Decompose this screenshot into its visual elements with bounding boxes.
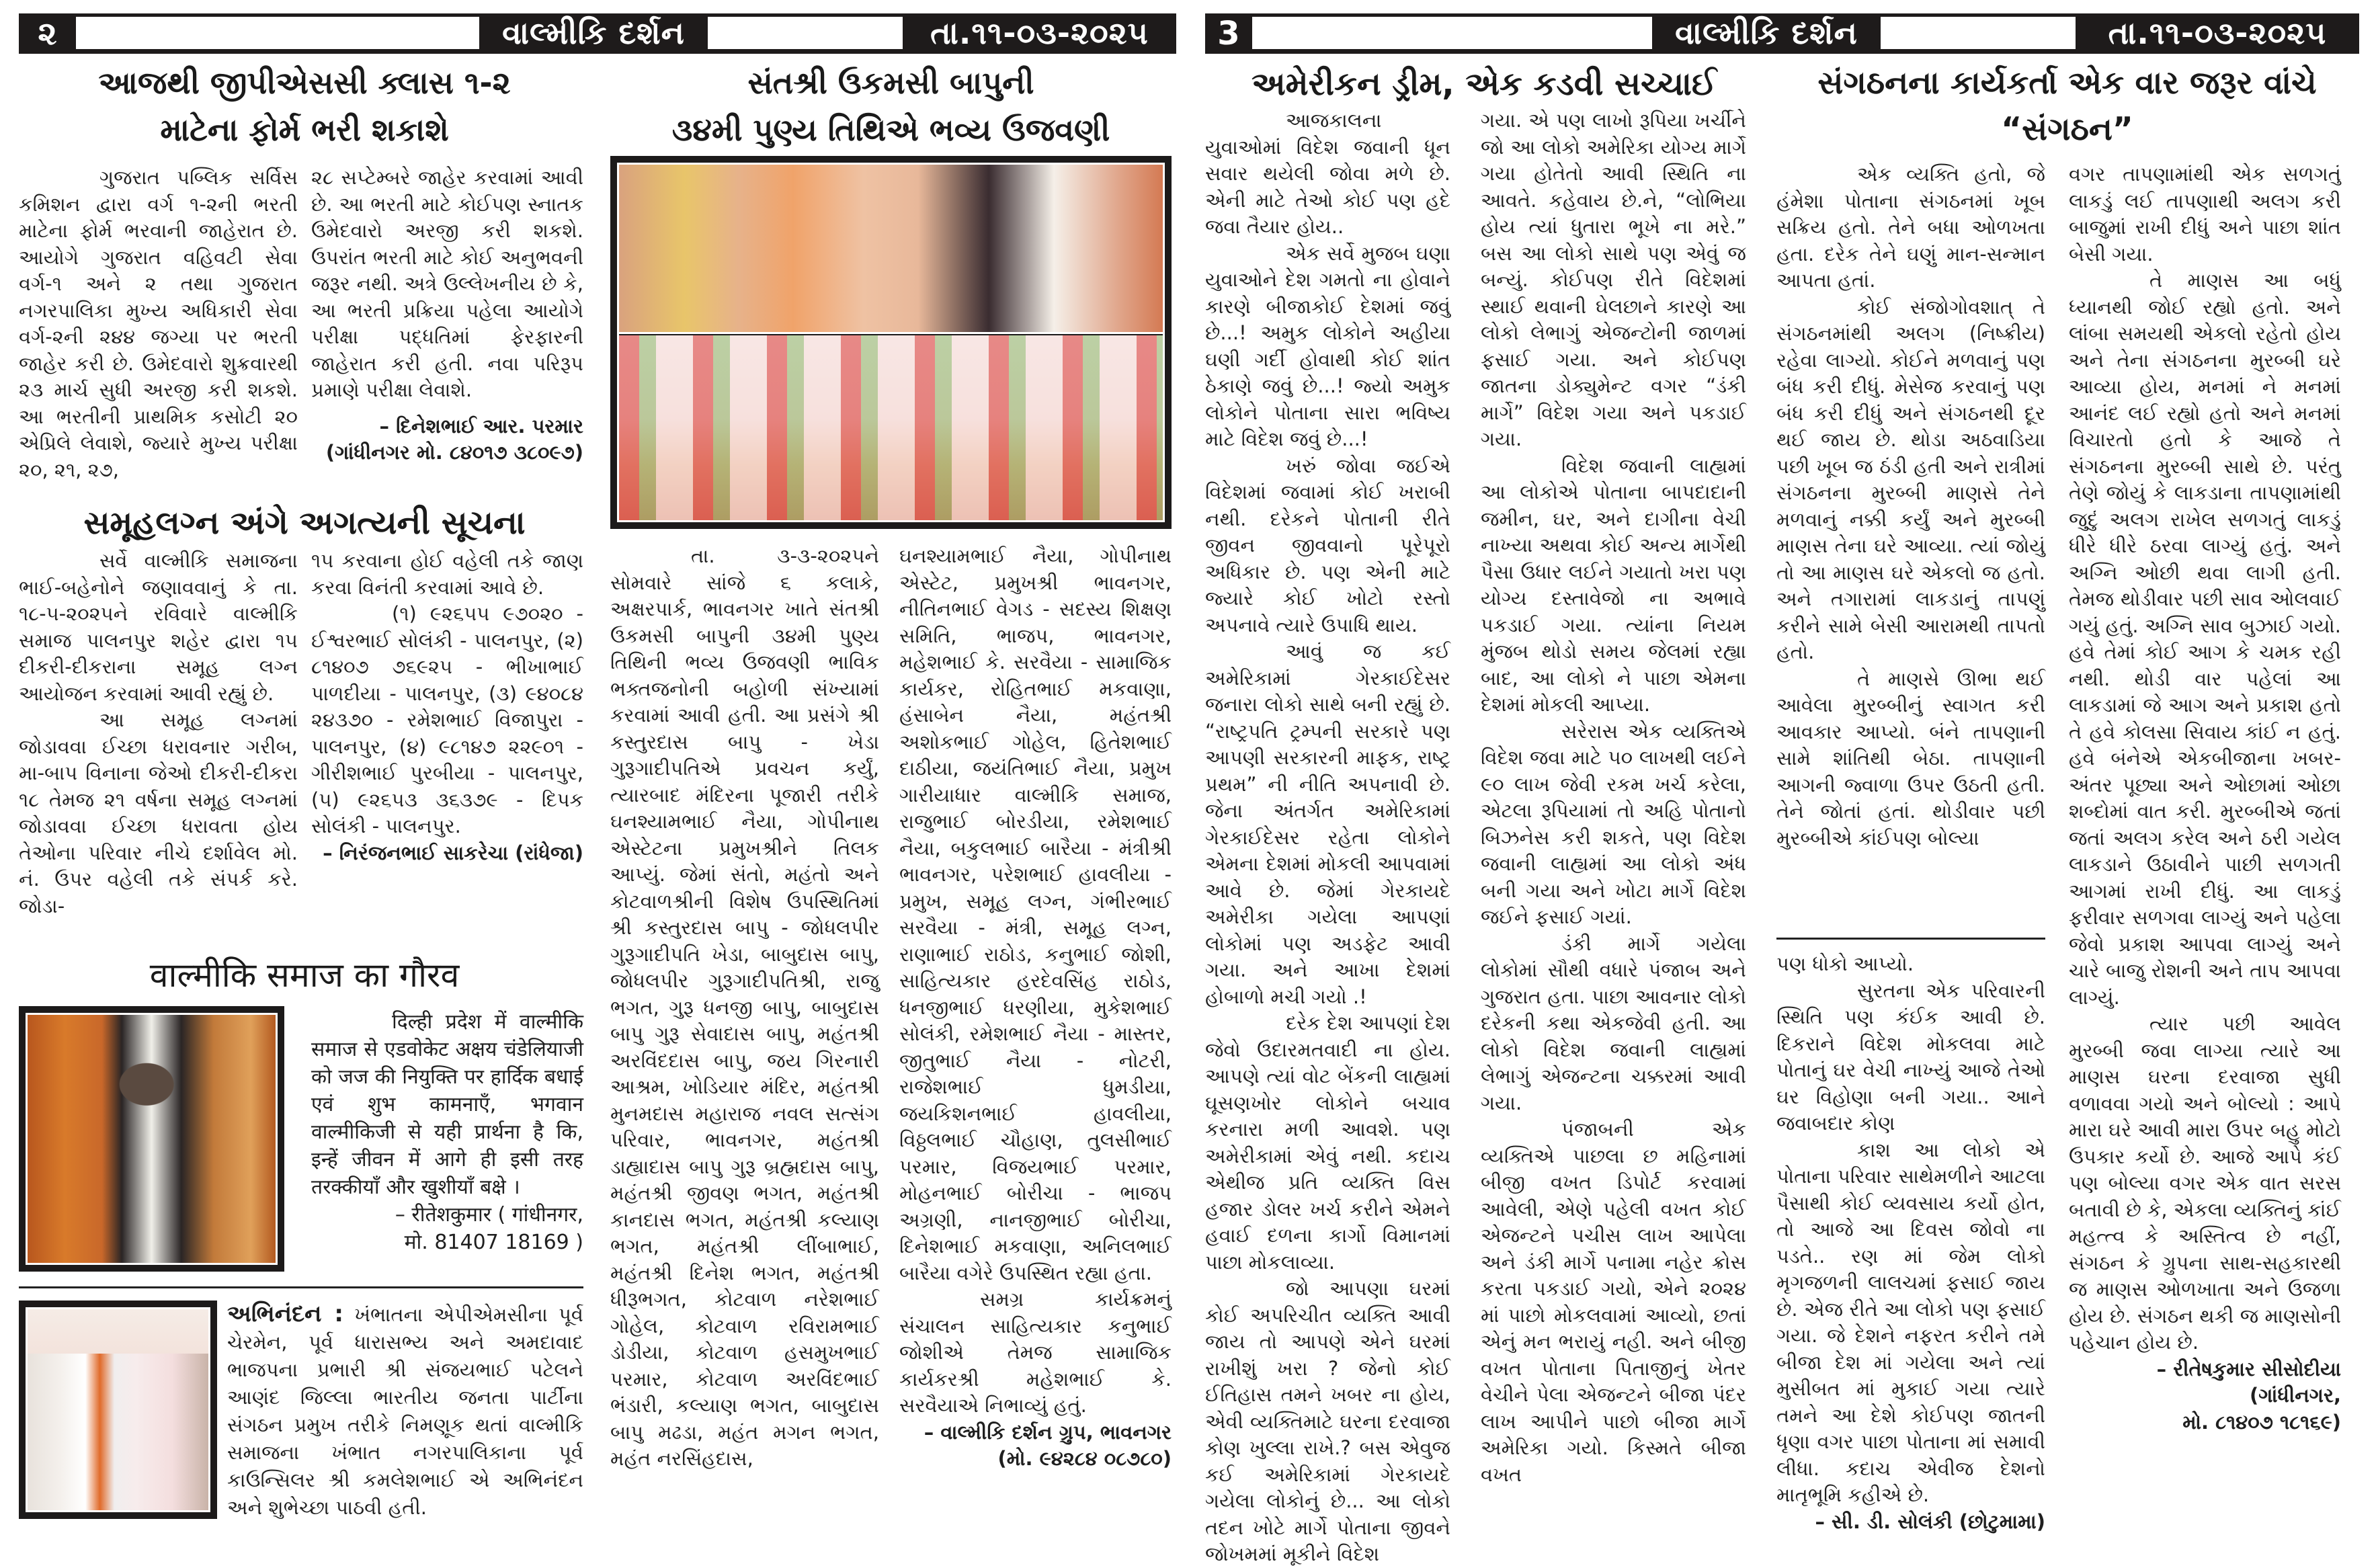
contact-list: (૧) ૯૨૬૫૫ ૯૭૦૨૦ - ઈશ્વરભાઈ સોલંકી - પાલનપુર, (૨) ૮૧૪૦૭ ૭૬૯૨૫ - ભીખાભાઈ પાળદીયા - પાલનપુર, (૩) ૯૪૦૮૪ ૨૪૩૭૦ - રમેશભાઈ વિજાપુરા - પાલનપુર, (૪) ૯૮૧૪૭ ૨૨૯૦૧ - ગીરીશભાઈ પુરબીયા - પાલનપુર, (૫) ૯૨૬૫૩ ૩૬૩૭૯ - દિપક સોલંકી - પાલનપુર.	[311, 602, 583, 837]
article-text: આ સમૂહ લગ્નમાં જોડાવવા ઈચ્છા ધરાવનાર ગરીબ, મા-બાપ વિનાના જેઓ દીકરી-દીકરા ૧૮ તેમજ ૨૧ વર્ષના સમૂહ લગ્નમાં જોડાવવા ઈચ્છા ધરાવતા હોય તેઓના પરિવાર નીચે દર્શાવેલ મો. નં. ઉપર વહેલી તકે સંપર્ક કરે. જોડા-	[19, 708, 298, 917]
masthead-ad-slot	[1252, 17, 1652, 49]
article-byline: – દિનેશભાઈ આર. પરમાર	[379, 414, 583, 438]
byline-contact: (મો. ૯૪૨૮૪ ૦૮૭૮૦)	[997, 1447, 1172, 1470]
article-text: દરેક દેશ આપણાં દેશ જેવો ઉદારમતવાદી ના હોય. આપણે ત્યાં વોટ બેંકની લાહ્યમાં ઘૂસણખોર લોકોને બચાવ કરનારા મળી આવશે. પણ અમેરીકામાં એવું નથી. કદાચ એથીજ પ્રતિ વ્યક્તિ વિસ હજાર ડોલર ખર્ચ કરીને એમને હવાઈ દળના કાર્ગો વિમાનમાં પાછા મોકલાવ્યા.	[1205, 1012, 1450, 1274]
gaurav-headline: वाल्मीकि समाज का गौरव	[149, 956, 460, 995]
samuh-lagna-column-2	[311, 548, 583, 866]
sangathan-column-2	[2069, 161, 2341, 1436]
gpsc-headline	[19, 64, 590, 149]
article-text: ૧૫ કરવાના હોઈ વહેલી તકે જાણ કરવા વિનંતી કરવામાં આવે છે.	[311, 549, 583, 599]
paper-name: વાલ્મીકિ દર્શન	[502, 15, 685, 51]
article-byline: – રીતેષકુમાર સીસોદીયા (ગાંધીનગર,	[2156, 1357, 2341, 1407]
byline-contact: (ગાંધીનગર મો. ૮૪૦૧૭ ૩૮૦૯૭)	[325, 441, 583, 464]
section-divider	[1776, 938, 2045, 940]
article-text: ગુજરાત પબ્લિક સર્વિસ કમિશન દ્વારા વર્ગ ૧-૨ની ભરતી માટેના ફોર્મ ભરવાની જાહેરાત છે. આયોગે ગુજરાત વહિવટી સેવા વર્ગ-૧ અને ૨ તથા ગુજરાત નગરપાલિકા મુખ્ય અધિકારી સેવા વર્ગ-૨ની ૨૪૪ જગ્યા પર ભરતી જાહેર કરી છે. ઉમેદવારો શુક્રવારથી ૨૩ માર્ચ સુધી અરજી કરી શકશે. આ ભરતીની પ્રાથમિક કસોટી ૨૦ એપ્રિલે લેવાશે, જ્યારે મુખ્ય પરીક્ષા ૨૦, ૨૧, ૨૭,	[19, 166, 298, 481]
article-text: આવું જ કઈ અમેરિકામાં ગેરકાઈદેસર જનારા લોકો સાથે બની રહ્યું છે. “રાષ્ટ્રપતિ ટ્રમ્પની સરકારે પણ આપણી સરકારની માફક, રાષ્ટ્ર પ્રથમ” ની નીતિ અપનાવી છે. જેના અંતર્ગત અમેરિકામાં ગેરકાઈદેસર રહેતા લોકોને એમના દેશમાં મોકલી આપવામાં આવે છે. જેમાં ગેરકાયદે અમેરીકા ગયેલા આપણાં લોકોમાં પણ અડફેટ આવી ગયા. અને આખા દેશમાં હોબાળો મચી ગયો .!	[1205, 640, 1450, 1008]
article-text: ત્યાર પછી આવેલ મુરબ્બી જવા લાગ્યા ત્યારે આ માણસ ઘરના દરવાજા સુધી વળાવવા ગયો અને બોલ્યો : આપે મારા ઘરે આવી મારા ઉપર બહુ મોટો ઉપકાર કર્યો છે. આજે આપે કંઈ પણ બોલ્યા વગર એક વાત સરસ બતાવી છે કે, એકલા વ્યક્તિનું કાંઈ મહત્ત્વ કે અસ્તિત્વ છે નહીં, સંગઠન કે ગ્રુપના સાથ-સહકારથી જ માણસ ઓળખાતા અને ઉજળા હોય છે. સંગઠન થકી જ માણસોની પહેચાન હોય છે.	[2069, 1012, 2341, 1354]
masthead-ad-slot	[708, 17, 903, 49]
article-text: તા. ૩-૩-૨૦૨૫ને સોમવારે સાંજે ૬ કલાકે, અક્ષરપાર્ક, ભાવનગર ખાતે સંતશ્રી ઉકમસી બાપુની ૩૪મી પુણ્ય તિથિની ભવ્ય ઉજવણી ભાવિક ભક્તજનોની બહોળી સંખ્યામાં કરવામાં આવી હતી. આ પ્રસંગે શ્રી કસ્તુરદાસ બાપુ - ખેડા ગુરૂગાદીપતિએ પ્રવચન કર્યું, ત્યારબાદ મંદિરના પૂજારી તરીકે ઘનશ્યામભાઈ નૈયા, ગોપીનાથ એસ્ટેટના પ્રમુખશ્રીને તિલક આપ્યું. જેમાં સંતો, મહંતો અને કોટવાળશ્રીની વિશેષ ઉપસ્થિતિમાં શ્રી કસ્તુરદાસ બાપુ - જોધલપીર ગુરૂગાદીપતિ ખેડા, બાબુદાસ બાપુ, જોધલપીર ગુરૂગાદીપતિશ્રી, રાજુ ભગત, ગુરૂ ધનજી બાપુ, બાબુદાસ બાપુ ગુરૂ સેવાદાસ બાપુ, મહંતશ્રી અરવિંદદાસ બાપુ, જય ગિરનારી આશ્રમ, ખોડિયાર મંદિર, મહંતશ્રી મુનમદાસ મહારાજ નવલ સત્સંગ પરિવાર, ભાવનગર, મહંતશ્રી ડાહ્યાદાસ બાપુ ગુરૂ બ્રહ્મદાસ બાપુ, મહંતશ્રી જીવણ ભગત, મહંતશ્રી કાનદાસ ભગત, મહંતશ્રી કલ્યાણ ભગત, મહંતશ્રી લીંબાભાઈ, મહંતશ્રી દિનેશ ભગત, મહંતશ્રી ધીરૂભગત, કોટવાળ નરેશભાઈ ગોહેલ, કોટવાળ રવિરામભાઈ ડોડીયા, કોટવાળ હસમુખભાઈ પરમાર, કોટવાળ અરવિંદભાઈ ભંડારી, કલ્યાણ ભગત, બાબુદાસ બાપુ મઢડા, મહંત મગન ભગત, મહંત નરસિંહદાસ,	[610, 544, 879, 1470]
abhinandan-column	[227, 1301, 583, 1522]
article-text: આજકાલના યુવાઓમાં વિદેશ જવાની ધૂન સવાર થયેલી જોવા મળે છે. એની માટે તેઓ કોઈ પણ હદે જવા તૈયાર હોય..	[1205, 109, 1450, 238]
article-text: સર્વે વાલ્મીકિ સમાજના ભાઈ-બહેનોને જણાવવાનું કે તા. ૧૮-૫-૨૦૨૫ને રવિવારે વાલ્મીકિ સમાજ પાલનપુર શહેર દ્વારા ૧૫ દીકરી-દીકરાના સમૂહ લગ્ન આયોજન કરવામાં આવી રહ્યું છે.	[19, 549, 298, 705]
masthead-ad-slot	[1881, 17, 2076, 49]
portrait-image	[28, 1015, 276, 1263]
headline-line: આજથી જીપીએસસી ક્લાસ ૧-૨	[98, 65, 511, 101]
issue-date: તા.૧૧-૦૩-૨૦૨૫	[2108, 15, 2327, 51]
american-dream-column-3	[1776, 951, 2045, 1535]
page-number: 3	[1217, 15, 1240, 52]
byline-contact: મો. ૮૧૪૦૭ ૧૮૧૬૯)	[2182, 1410, 2341, 1434]
article-text: પણ ધોકો આપ્યો.	[1776, 952, 1914, 975]
article-text: તે માણસે ઊભા થઈ આવેલા મુરબ્બીનું સ્વાગત કરી આવકાર આપ્યો. બંને તાપણાની સામે શાંતિથી બેઠા. તાપણાની આગની જ્વાળા ઉપર ઉઠતી હતી. તેને જોતાં હતાં. થોડીવાર પછી મુરબ્બીએ કાંઈપણ બોલ્યા	[1776, 667, 2045, 850]
felicitation-photo	[19, 1301, 217, 1519]
headline-line: સંગઠનના કાર્યકર્તા એક વાર જરૂર વાંચે	[1817, 65, 2317, 101]
article-byline: – रीतेशकुमार ( गांधीनगर,	[395, 1203, 583, 1227]
article-text: એક સર્વે મુજબ ઘણા યુવાઓને દેશ ગમતો ના હોવાને કારણે બીજાકોઈ દેશમાં જવું છે...! અમુક લોકોને અહીયા ઘણી ગર્દી હોવાથી કોઈ શાંત ઠેકાણે જવું છે...! જ્યો અમુક લોકોને પોતાના સારા ભવિષ્ય માટે વિદેશ જવું છે...!	[1205, 241, 1450, 450]
sangathan-column-1	[1776, 161, 2045, 852]
article-text: ડંકી માર્ગે ગયેલા લોકોમાં સૌથી વધારે પંજાબ અને ગુજરાત હતા. પાછા આવનાર લોકો દરેકની કથા એકજેવી હતી. આ લોકો વિદેશ જવાની લાહ્યમાં લેભાગું એજન્ટના ચક્કરમાં આવી ગયા.	[1481, 932, 1746, 1114]
issue-date: તા.૧૧-૦૩-૨૦૨૫	[930, 15, 1149, 51]
section-divider	[19, 1286, 583, 1288]
gaurav-column	[311, 1008, 583, 1256]
photo-separator	[619, 332, 1163, 334]
article-text: दिल्ही प्रदेश में वाल्मीकि समाज से एडवोकेट अक्षय चंडेलियाजी को जज की नियुक्ति पर हार्दिक बधाई एवं शुभ कामनाएँ, भगवान वाल्मीकिजी से यही प्रार्थना है कि, इन्हें जीवन में आगे ही इसी तरह तरक्कीयाँ और खुशीयाँ बक्षे ।	[311, 1010, 583, 1199]
article-text: કાશ આ લોકો એ પોતાના પરિવાર સાથેમળીને આટલા પૈસાથી કોઈ વ્યવસાય કર્યો હોત, તો આજે આ દિવસ જોવો ના પડતે.. રણ માં જેમ લોકો મૃગજળની લાલચમાં ફસાઈ જાય છે. એજ રીતે આ લોકો પણ ફસાઈ ગયા. જે દેશને નફરત કરીને તમે બીજા દેશ માં ગયેલા અને ત્યાં મુસીબત માં મુકાઈ ગયા ત્યારે તમને આ દેશે કોઈપણ જાતની ધૃણા વગર પાછા પોતાના માં સમાવી લીધા. કદાચ એવીજ દેશનો માતૃભૂમિ કહીએ છે.	[1776, 1138, 2045, 1506]
article-text: એક વ્યક્તિ હતો, જે હંમેશા પોતાના સંગઠનમાં ખૂબ સક્રિય હતો. તેને બધા ઓળખતા હતા. દરેક તેને ઘણું માન-સન્માન આપતા હતાં.	[1776, 163, 2045, 292]
headline-line: “સંગઠન”	[2001, 110, 2133, 148]
article-byline: – નિરંજનભાઈ સાકરેચા (રાંધેજા)	[323, 841, 583, 864]
event-photo-top	[619, 165, 1163, 332]
felicitation-image	[28, 1309, 208, 1510]
event-photo-bottom	[619, 335, 1163, 520]
article-text: ઘનશ્યામભાઈ નૈયા, ગોપીનાથ એસ્ટેટ, પ્રમુખશ્રી ભાવનગર, નીતિનભાઈ વેગડ - સદસ્ય શિક્ષણ સમિતિ, ભાજપ, ભાવનગર, મહેશભાઈ કે. સરવૈયા - સામાજિક કાર્યકર, રોહિતભાઈ મકવાણા, હંસાબેન નૈયા, મહંતશ્રી અશોકભાઈ ગોહેલ, હિતેશભાઈ દાઠીયા, જયંતિભાઈ નૈયા, પ્રમુખ ગારીયાધાર વાલ્મીકિ સમાજ, રાજુભાઈ બોરડીયા, રમેશભાઈ નૈયા, બકુલભાઈ બારૈયા - મંત્રીશ્રી ભાવનગર, પરેશભાઈ હાવલીયા - પ્રમુખ, સમૂહ લગ્ન, ગંભીરભાઈ સરવૈયા - મંત્રી, સમૂહ લગ્ન, રાણાભાઈ રાઠોડ, કનુભાઈ જોશી, સાહિત્યકાર હરદેવસિંહ રાઠોડ, ધનજીભાઈ ધરણીયા, મુકેશભાઈ સોલંકી, રમેશભાઈ નૈયા - માસ્તર, જીતુભાઈ નૈયા - નોટરી, રાજેશભાઈ ધુમડીયા, જયકિશનભાઈ હાવલીયા, વિઠ્ઠલભાઈ ચૌહાણ, તુલસીભાઈ પરમાર, વિજયભાઈ પરમાર, મોહનભાઈ બોરીચા - ભાજપ અગ્રણી, નાનજીભાઈ બોરીચા, દિનેશભાઈ મકવાણા, અનિલભાઈ બારૈયા વગેરે ઉપસ્થિત રહ્યા હતા.	[899, 544, 1172, 1284]
event-photo-collage	[610, 156, 1172, 529]
page-masthead	[1205, 13, 2359, 54]
headline-line: ૩૪મી પુણ્ય તિથિએ ભવ્ય ઉજવણી	[671, 111, 1110, 148]
headline-line: સંતશ્રી ઉકમસી બાપુની	[747, 65, 1034, 101]
abhinandan-label: અભિનંદન :	[227, 1301, 343, 1327]
article-text: જો આપણા ઘરમાં કોઈ અપરિચીત વ્યક્તિ આવી જાય તો આપણે એને ઘરમાં રાખીશું ખરા ? જેનો કોઈ ઈતિહાસ તમને ખબર ના હોય, એવી વ્યક્તિમાટે ઘરના દરવાજા કોણ ખુલ્લા રાખે.? બસ એવુજ કઈ અમેરિકામાં ગેરકાયદે ગયેલા લોકોનું છે... આ લોકો તદન ખોટે માર્ગે પોતાના જીવને જોખમમાં મૂકીને વિદેશ	[1205, 1277, 1450, 1565]
article-text: સરેરાસ એક વ્યક્તિએ વિદેશ જવા માટે ૫૦ લાખથી લઈને ૯૦ લાખ જેવી રકમ ખર્ચ કરેલા, એટલા રૂપિયામાં તો અહિ પોતાનો બિઝનેસ કરી શકતે, પણ વિદેશ જવાની લાહ્યમાં આ લોકો અંધ બની ગયા અને ખોટા માર્ગે વિદેશ જઈને ફસાઈ ગયાં.	[1481, 719, 1746, 928]
sangathan-headline	[1776, 64, 2358, 150]
ukamsi-column-1	[610, 543, 879, 1473]
gpsc-column-1	[19, 165, 298, 483]
samuh-lagna-headline: સમૂહલગ્ન અંગે અગત્યની સૂચના	[83, 504, 526, 542]
article-text: ગયા. એ પણ લાખો રૂપિયા ખર્ચીને જો આ લોકો અમેરિકા યોગ્ય માર્ગે ગયા હોતેતો આવી સ્થિતિ ના આવતે. કહેવાય છે.ને, “લોભિયા હોય ત્યાં ધુતારા ભૂખે ના મરે.” બસ આ લોકો સાથે પણ એવું જ બન્યું. કોઈપણ રીતે વિદેશમાં સ્થાઈ થવાની ઘેલછાને કારણે આ લોકો લેભાગું એજન્ટોની જાળમાં ફસાઈ ગયા. અને કોઈપણ જાતના ડોક્યુમેન્ટ વગર “ડંકી માર્ગે” વિદેશ ગયા અને પકડાઈ ગયા.	[1481, 109, 1746, 450]
newspaper-page-3	[1205, 0, 2359, 1565]
american-dream-column-2	[1481, 108, 1746, 1488]
ukamsi-headline	[610, 64, 1172, 149]
article-text: કોઈ સંજોગોવશાત્ તે સંગઠનમાંથી અલગ (નિષ્ક્રીય) રહેવા લાગ્યો. કોઈને મળવાનું પણ બંધ કરી દીધું. મેસેજ કરવાનું પણ બંધ કરી દીધું અને સંગઠનથી દૂર થઈ જાય છે. થોડા અઠવાડિયા પછી ખૂબ જ ઠંડી હતી અને રાત્રીમાં સંગઠનના મુરબ્બી માણસે તેને મળવાનું નક્કી કર્યું અને મુરબ્બી માણસ તેના ઘરે આવ્યા. ત્યાં જોયું તો આ માણસ ઘરે એકલો જ હતો. અને તગારામાં લાકડાનું તાપણું કરીને સામે બેસી આરામથી તાપતો હતો.	[1776, 295, 2045, 663]
article-text: ૨૮ સપ્ટેમ્બરે જાહેર કરવામાં આવી છે. આ ભરતી માટે કોઈપણ સ્નાતક ઉમેદવારો અરજી કરી શકશે. ઉપરાંત ભરતી માટે કોઈ અનુભવની જરૂર નથી. અત્રે ઉલ્લેખનીય છે કે, આ ભરતી પ્રક્રિયા પહેલા આયોગે પરીક્ષા પદ્ધતિમાં ફેરફારની જાહેરાત કરી હતી. નવા પરિરૂપ પ્રમાણે પરીક્ષા લેવાશે.	[311, 166, 583, 401]
byline-contact: मो. 81407 18169 )	[404, 1231, 583, 1254]
newspaper-page-2	[19, 0, 1176, 1525]
portrait-photo	[19, 1006, 284, 1272]
masthead-ad-slot	[76, 17, 479, 49]
page-number: ૨	[38, 15, 57, 52]
article-byline: – વાલ્મીકિ દર્શન ગ્રુપ, ભાવનગર	[924, 1420, 1172, 1444]
article-text: વિદેશ જવાની લાહ્યમાં આ લોકોએ પોતાના બાપદાદાની જમીન, ઘર, અને દાગીના વેચી નાખ્યા અથવા કોઈ અન્ય માર્ગેથી પૈસા ઉધાર લઈને ગયાતો ખરા પણ યોગ્ય દસ્તાવેજો ના અભાવે પકડાઈ ગયા. ત્યાંના નિયમ મુંજબ થોડો સમય જેલમાં રહ્યા બાદ, આ લોકો ને પાછા એમના દેશમાં મોકલી આપ્યા.	[1481, 454, 1746, 716]
article-text: તે માણસ આ બધું ધ્યાનથી જોઈ રહ્યો હતો. અને લાંબા સમયથી એકલો રહેતો હોય અને તેના સંગઠનના મુરબ્બી ઘરે આવ્યા હોય, મનમાં ને મનમાં આનંદ લઈ રહ્યો હતો અને મનમાં વિચારતો હતો કે આજે તે સંગઠનના મુરબ્બી સાથે છે. પરંતુ તેણે જોયું કે લાકડાના તાપણામાંથી જુદું અલગ રાખેલ સળગતું લાકડું ધીરે ધીરે ઠરવા લાગ્યું હતું. અને અગ્નિ ઓછી થવા લાગી હતી. તેમજ થોડીવાર પછી સાવ ઓલવાઈ ગયું હતું. અગ્નિ સાવ બુઝાઈ ગયો. હવે તેમાં કોઈ આગ કે ચમક રહી નથી. થોડી વાર પહેલાં આ લાકડામાં જે આગ અને પ્રકાશ હતો તે હવે કોલસા સિવાય કાંઈ ન હતું. હવે બંનેએ એકબીજાના ખબર-અંતર પૂછ્યા અને ઓછામાં ઓછા શબ્દોમાં વાત કરી. મુરબ્બીએ જતાં જતાં અલગ કરેલ અને ઠરી ગયેલ લાકડાને ઉઠાવીને પાછી સળગતી આગમાં રાખી દીધું. આ લાકડું ફરીવાર સળગવા લાગ્યું અને પહેલા જેવો પ્રકાશ આપવા લાગ્યું અને ચારે બાજુ રોશની અને તાપ આપવા લાગ્યું.	[2069, 269, 2341, 1009]
article-byline: – સી. ડી. સોલંકી (છોટુમામા)	[1815, 1510, 2045, 1533]
american-dream-headline: અમેરીકન ડ્રીમ, એક કડવી સચ્ચાઈ	[1252, 65, 1717, 103]
article-text: પંજાબની એક વ્યક્તિએ પાછલા છ મહિનામાં બીજી વખત ડિપોર્ટ કરવામાં આવેલી, એણે પહેલી વખત કોઈ એજન્ટને પચીસ લાખ આપેલા અને ડંકી માર્ગે પનામા નહેર ક્રોસ કરતા પકડાઈ ગયો, એને ૨૦૨૪ માં પાછો મોકલવામાં આવ્યો, છતાં એનું મન ભરાયું નહી. અને બીજી વખત પોતાના પિતાજીનું ખેતર વેચીને પેલા એજન્ટને બીજા પંદર લાખ આપીને પાછો બીજા માર્ગે અમેરિકા ગયો. કિસ્મતે બીજા વખત	[1481, 1118, 1746, 1486]
ukamsi-column-2	[899, 543, 1172, 1473]
gpsc-column-2	[311, 165, 583, 466]
article-text: વગર તાપણામાંથી એક સળગતું લાકડું લઈ તાપણાથી અલગ કરી બાજુમાં રાખી દીધું અને પાછા શાંત બેસી ગયા.	[2069, 163, 2341, 265]
samuh-lagna-column-1	[19, 548, 298, 919]
page-masthead	[19, 13, 1176, 54]
article-text: ખંભાતના એપીએમસીના પૂર્વ ચેરમેન, પૂર્વ ધારાસભ્ય અને અમદાવાદ ભાજપના પ્રભારી શ્રી સંજયભાઈ પટેલને આણંદ જિલ્લા ભારતીય જનતા પાર્ટીના સંગઠન પ્રમુખ તરીકે નિમણૂક થતાં વાલ્મીકિ સમાજના ખંભાત નગરપાલિકાના પૂર્વ કાઉન્સિલર શ્રી કમલેશભાઈ એ અભિનંદન અને શુભેચ્છા પાઠવી હતી.	[227, 1303, 583, 1519]
article-text: સમગ્ર કાર્યક્રમનું સંચાલન સાહિત્યકાર કનુભાઈ જોશીએ તેમજ સામાજિક કાર્યકરશ્રી મહેશભાઈ કે. સરવૈયાએ નિભાવ્યું હતું.	[899, 1288, 1172, 1417]
paper-name: વાલ્મીકિ દર્શન	[1675, 15, 1858, 51]
article-text: સુરતના એક પરિવારની સ્થિતિ પણ કંઈક આવી છે. દિકરાને વિદેશ મોકલવા માટે પોતાનું ઘર વેચી નાખ્યું આજે તેઓ ઘર વિહોણા બની ગયા.. આને જવાબદાર કોણ	[1776, 979, 2045, 1134]
headline-line: માટેના ફોર્મ ભરી શકાશે	[160, 111, 449, 148]
american-dream-column-1	[1205, 108, 1450, 1568]
article-text: ખરું જોવા જઈએ વિદેશમાં જવામાં કોઈ ખરાબી નથી. દરેકને પોતાની રીતે જીવન જીવવાનો પૂરેપૂરો અધિકાર છે. પણ એની માટે જ્યારે કોઈ ખોટો રસ્તો અપનાવે ત્યારે ઉપાધિ થાય.	[1205, 454, 1450, 636]
